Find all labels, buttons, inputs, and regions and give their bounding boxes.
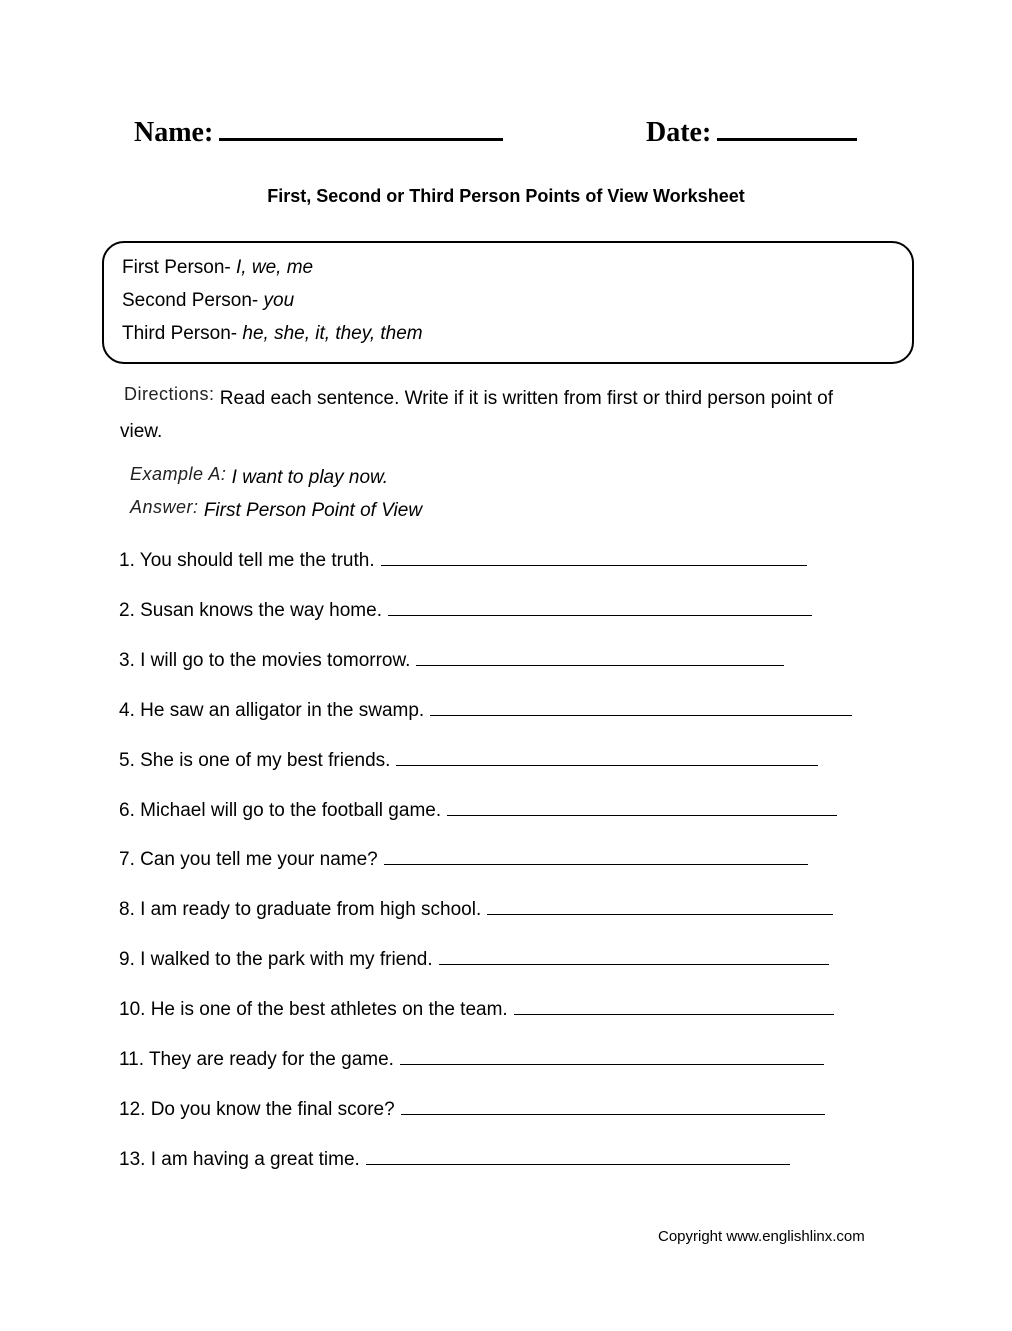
question-text: 1. You should tell me the truth. [119,550,375,571]
answer-text: First Person Point of View [203,500,423,521]
question-text: 2. Susan knows the way home. [119,599,382,621]
question-item [119,999,834,1021]
question-text: 4. He saw an alligator in the swamp. [119,699,425,721]
point-of-view-reference-box [102,241,914,364]
answer-blank[interactable] [447,801,837,816]
question-item [119,899,833,921]
answer-blank[interactable] [381,551,807,566]
worksheet-title: First, Second or Third Person Points of View Worksheet [267,186,745,206]
pov-examples: I, we, me [236,257,314,278]
question-item [119,700,852,722]
question-item [119,600,812,622]
answer-blank[interactable] [366,1150,790,1165]
question-text: 10. He is one of the best athletes on the team. [119,999,508,1021]
question-item [119,650,784,672]
answer-blank[interactable] [430,701,852,716]
date-blank[interactable] [717,116,857,141]
answer-blank[interactable] [400,1050,824,1065]
question-item [119,849,808,871]
answer-blank[interactable] [396,751,818,766]
directions-label: Directions: [124,384,215,404]
question-item [119,550,807,572]
name-label: Name: [134,117,214,148]
answer-blank[interactable] [384,850,808,865]
question-text: 13. I am having a great time. [119,1148,360,1170]
example-sentence [130,464,388,489]
first-person-definition [122,257,313,279]
example-answer [130,497,423,522]
question-text: 5. She is one of my best friends. [119,749,391,771]
third-person-definition [122,323,423,345]
question-text: 3. I will go to the movies tomorrow. [119,649,411,671]
answer-blank[interactable] [416,651,784,666]
question-text: 11. They are ready for the game. [119,1049,394,1070]
question-item [119,750,818,772]
question-text: 6. Michael will go to the football game. [119,799,442,821]
name-blank[interactable] [219,116,503,141]
question-item [119,1049,824,1071]
answer-blank[interactable] [514,1000,834,1015]
pov-label: First Person- [122,257,237,278]
example-text: I want to play now. [231,467,388,488]
answer-blank[interactable] [388,601,812,616]
second-person-definition [122,290,294,312]
answer-blank[interactable] [401,1100,825,1115]
question-text: 12. Do you know the final score? [119,1098,395,1120]
directions [120,382,860,448]
answer-blank[interactable] [487,900,833,915]
date-field [646,116,857,149]
question-item [119,800,837,822]
pov-examples: he, she, it, they, them [242,323,423,344]
answer-blank[interactable] [439,950,829,965]
question-item [119,1099,825,1121]
answer-label: Answer: [130,497,199,517]
question-text: 9. I walked to the park with my friend. [119,949,433,971]
pov-label: Third Person- [122,323,243,344]
pov-examples: you [263,290,295,311]
question-item [119,949,829,971]
name-field [134,116,503,149]
example-label: Example A: [130,464,227,484]
copyright-notice: Copyright www.englishlinx.com [658,1228,865,1245]
question-item [119,1149,790,1171]
question-text: 7. Can you tell me your name? [119,849,378,871]
pov-label: Second Person- [122,290,264,311]
question-text: 8. I am ready to graduate from high school. [119,899,482,921]
date-label: Date: [646,117,712,148]
directions-text: Read each sentence. Write if it is written from first or third person point of view. [120,388,833,442]
